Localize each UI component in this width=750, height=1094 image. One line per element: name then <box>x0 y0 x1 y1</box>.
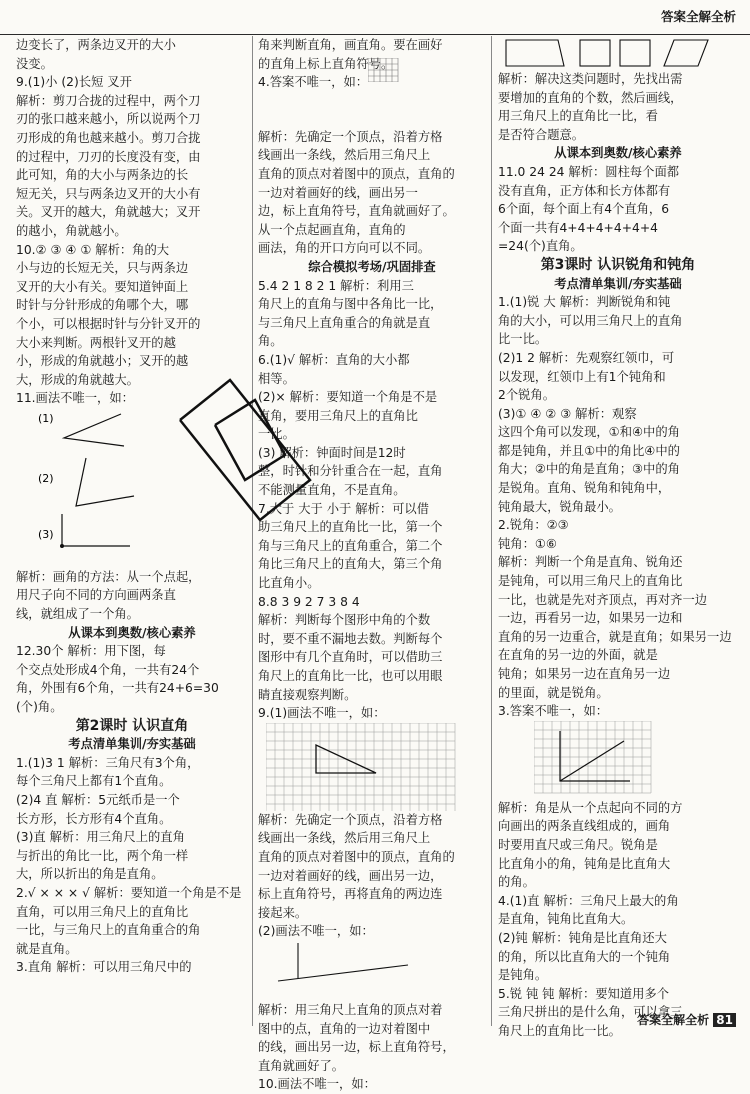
text-line: 直角的顶点对着图中的顶点，直角的 <box>258 849 455 864</box>
text-line: (2)画法不唯一，如： <box>258 924 374 939</box>
text-line: 角比三角尺上的直角大，第三个角 <box>258 557 443 572</box>
header-title: 答案全解全析 <box>660 9 736 24</box>
text-line: 三角尺拼出的是什么角，可以拿三 <box>498 1005 683 1020</box>
text-line: 从一个点起画直角，直角的 <box>258 222 406 237</box>
text-line: 刃形成的角也越来越小。剪刀合拢 <box>16 130 201 145</box>
text-line: 的线，画出另一边，标上直角符号， <box>258 1040 455 1055</box>
text-line: 一边对着画好的线，画出另一 <box>258 185 418 200</box>
text-line: 解析：判断一个角是直角、锐角还 <box>498 555 683 570</box>
text-line: (个)角。 <box>16 700 63 715</box>
text-line: 是直角，钝角比直角大。 <box>498 912 634 927</box>
text-line: 考点清单集训/夯实基础 <box>554 276 682 291</box>
text-line: 短无关，只与两条边叉开的大小有 <box>16 186 201 201</box>
text-line: 1.(1)3 1 解析：三角尺有3个角， <box>16 755 200 770</box>
text-line: 每个三角尺上都有1个直角。 <box>16 774 172 789</box>
text-line: 边变长了，两条边叉开的大小 <box>16 38 176 52</box>
text-line: 关。叉开的越大，角就越大；叉开 <box>16 205 201 220</box>
column-divider <box>491 36 492 1026</box>
text-line: 就是直角。 <box>16 941 78 956</box>
text-line: 大，所以折出的角是直角。 <box>16 867 164 882</box>
text-line: 个面一共有4+4+4+4+4+4 <box>498 220 658 235</box>
text-line: 解析：角是从一个点起向不同的方 <box>498 800 683 815</box>
text-line: 解析：先确定一个顶点，沿着方格 <box>258 129 443 144</box>
text-line: 6个面，每个面上有4个直角，6 <box>498 202 670 217</box>
text-line: 的越小，角就越小。 <box>16 223 127 238</box>
fig-label: (2) <box>38 471 54 485</box>
text-line: (2)× 解析：要知道一个角是不是 <box>258 390 438 405</box>
text-line: 一比。 <box>258 427 295 442</box>
text-line: 的角，所以比直角大的一个钝角 <box>498 949 671 964</box>
page-number: 81 <box>713 1013 736 1027</box>
text-line: 5.锐 钝 钝 解析：要知道用多个 <box>498 986 670 1001</box>
text-line: 小，形成的角就越小；叉开的越 <box>16 354 189 369</box>
text-line: 2.锐角：②③ <box>498 518 569 533</box>
text-line: 时针与分针形成的角哪个大，哪 <box>16 298 189 313</box>
text-line: 直角，要用三角尺上的直角比 <box>258 408 418 423</box>
text-line: 相等。 <box>258 371 295 386</box>
text-line: 不能测量直角，不是直角。 <box>258 483 406 498</box>
text-line: (3) 解析：钟面时间是12时 <box>258 445 406 460</box>
text-line: 第2课时 认识直角 <box>75 717 189 734</box>
text-line: 角。 <box>258 334 283 349</box>
fig-label: (3) <box>38 527 54 541</box>
text-line: 10.画法不唯一，如： <box>258 1077 376 1092</box>
text-line: 从课本到奥数/核心素养 <box>554 146 682 161</box>
text-line: 一边对着画好的线，画出另一边， <box>258 868 443 883</box>
page-footer <box>637 1011 736 1028</box>
text-line: 个交点处形成4个角，一共有24个 <box>16 662 200 677</box>
text-line: 线画出一条线，然后用三角尺上 <box>258 831 431 846</box>
text-line: 解析：剪刀合拢的过程中，两个刀 <box>16 93 201 108</box>
text-line: 角尺上的直角比一比。 <box>498 1023 621 1038</box>
column-1 <box>16 36 248 977</box>
right-angle-line-figure <box>258 941 486 1001</box>
text-line: (3)直 解析：用三角尺上的直角 <box>16 830 185 845</box>
text-line: 线，就组成了一个角。 <box>16 607 139 622</box>
text-line: 4.(1)直 解析：三角尺上最大的角 <box>498 893 679 908</box>
text-line: 2.√ × × × √ 解析：要知道一个角是不是 <box>16 885 242 900</box>
text-line: 都是钝角，并且①中的角比④中的 <box>498 443 680 458</box>
text-line: 第3课时 认识锐角和钝角 <box>540 256 696 273</box>
text-line: 钝角；如果另一边在直角另一边 <box>498 667 671 681</box>
text-line: 睛直接观察判断。 <box>258 687 357 702</box>
text-line: 是钝角。 <box>498 968 548 983</box>
shapes-figure <box>498 36 738 70</box>
text-line: 从课本到奥数/核心素养 <box>68 625 196 640</box>
text-line: 线画出一条线，然后用三角尺上 <box>258 148 431 163</box>
text-line: 7.大于 大于 小于 解析：可以借 <box>258 501 430 516</box>
text-line: 9.(1)小 (2)长短 叉开 <box>16 75 132 90</box>
text-line: 刃的张口越来越小，所以说两个刀 <box>16 112 201 127</box>
text-line: 角尺上的直角与图中各角比一比， <box>258 297 443 312</box>
text-line: 是钝角，可以用三角尺上的直角比 <box>498 574 683 589</box>
text-line: 比一比。 <box>498 332 548 347</box>
text-line: (2)钝 解析：钝角是比直角还大 <box>498 930 667 945</box>
text-line: 钝角最大，锐角最小。 <box>498 499 621 514</box>
text-line: 用尺子向不同的方向画两条直 <box>16 588 176 603</box>
text-line: 以发现，红领巾上有1个钝角和 <box>498 369 666 384</box>
text-line: 大，形成的角就越大。 <box>16 372 139 387</box>
text-line: 此可知，角的大小与两条边的长 <box>16 168 189 183</box>
column-2 <box>258 36 486 1094</box>
text-line: 解析：解决这类问题时，先找出需 <box>498 72 683 86</box>
text-line: 没有直角，正方体和长方体都有 <box>498 183 671 198</box>
text-line: 助三角尺上的直角比一比，第一个 <box>258 520 443 535</box>
text-line: 解析：画角的方法：从一个点起， <box>16 569 201 584</box>
text-line: 一比，也就是先对齐顶点，再对齐一边 <box>498 592 708 607</box>
text-line: (3)① ④ ② ③ 解析：观察 <box>498 406 637 421</box>
text-line: =24(个)直角。 <box>498 239 583 254</box>
angle-drawings-figure <box>16 408 248 568</box>
text-line: 6.(1)√ 解析：直角的大小都 <box>258 352 410 367</box>
text-line: 在直角的另一边的外面，就是 <box>498 648 658 663</box>
text-line: 11.画法不唯一，如： <box>16 391 134 406</box>
acute-obtuse-grid-figure <box>534 721 750 799</box>
text-line: (2)4 直 解析：5元纸币是一个 <box>16 793 180 807</box>
text-line: 时要用直尺或三角尺。锐角是 <box>498 837 658 852</box>
text-line: 12.30个 解析：用下图，每 <box>16 644 166 659</box>
text-line: 1.(1)锐 大 解析：判断锐角和钝 <box>498 295 671 310</box>
text-line: 时，要不重不漏地去数。判断每个 <box>258 631 443 646</box>
text-line: 与折出的角比一比，两个角一样 <box>16 848 189 863</box>
text-line: 直角就画好了。 <box>258 1058 345 1073</box>
text-line: 钝角：①⑥ <box>498 536 557 551</box>
text-line: 整，时针和分针重合在一起，直角 <box>258 464 443 479</box>
text-line: 长方形，长方形有4个直角。 <box>16 811 172 826</box>
text-line: 角大；②中的角是直角；③中的角 <box>498 462 680 477</box>
text-line: 的过程中，刀刃的长度没有变，由 <box>16 149 201 164</box>
text-line: 接起来。 <box>258 905 308 920</box>
text-line: 11.0 24 24 解析：圆柱每个面都 <box>498 164 680 179</box>
text-line: 大小来判断。两根针叉开的越 <box>16 335 176 350</box>
text-line: 的直角上标上直角符号。 <box>258 56 394 71</box>
text-line: 用三角尺上的直角比一比，看 <box>498 109 658 124</box>
text-line: 个小，可以根据时针与分针叉开的 <box>16 316 201 331</box>
text-line: 直角的顶点对着图中的顶点，直角的 <box>258 166 455 181</box>
text-line: 与三角尺上直角重合的角就是直 <box>258 315 431 330</box>
text-line: 比直角小的角，钝角是比直角大 <box>498 856 671 871</box>
column-3 <box>498 36 738 1041</box>
text-line: 解析：判断每个图形中角的个数 <box>258 613 431 628</box>
text-line: 的里面，就是锐角。 <box>498 685 609 700</box>
text-line: 画法，角的开口方向可以不同。 <box>258 241 431 256</box>
footer-label: 答案全解全析 <box>637 1013 710 1027</box>
text-line: 考点清单集训/夯实基础 <box>68 737 196 752</box>
column-divider <box>252 36 253 1026</box>
text-line: 9.(1)画法不唯一，如： <box>258 706 386 721</box>
text-line: 2个锐角。 <box>498 388 556 403</box>
text-line: 一边，再看另一边，如果另一边和 <box>498 611 683 626</box>
text-line: 图形中有几个直角时，可以借助三 <box>258 650 443 665</box>
page-header <box>0 0 750 35</box>
text-line: 角与三角尺上的直角重合，第二个 <box>258 538 443 553</box>
text-line: 是锐角。直角、锐角和钝角中， <box>498 481 671 496</box>
text-line: 图中的点，直角的一边对着图中 <box>258 1021 431 1036</box>
text-line: 小与边的长短无关，只与两条边 <box>16 261 189 276</box>
text-line: 直角的另一边重合，就是直角；如果另一边 <box>498 629 732 644</box>
text-line: 边，标上直角符号，直角就画好了。 <box>258 204 455 219</box>
text-line: 是否符合题意。 <box>498 127 585 142</box>
text-line: (2)1 2 解析：先观察红领巾，可 <box>498 350 675 365</box>
text-line: 综合模拟考场/巩固排查 <box>308 259 436 274</box>
triangle-grid-figure <box>266 723 494 811</box>
text-line: 要增加的直角的个数，然后画线， <box>498 90 683 105</box>
text-line: 3.直角 解析：可以用三角尺中的 <box>16 960 192 975</box>
text-line: 叉开的大小有关。要知道钟面上 <box>16 279 189 294</box>
text-line: 角的大小，可以用三角尺上的直角 <box>498 313 683 328</box>
text-line: 角，外围有6个角，一共有24+6=30 <box>16 681 219 696</box>
text-line: 这四个角可以发现，①和④中的角 <box>498 425 680 440</box>
text-line: 4.答案不唯一，如： <box>258 75 369 90</box>
text-line: 直角，可以用三角尺上的直角比 <box>16 904 189 919</box>
text-line: 的角。 <box>498 875 535 890</box>
text-line: 解析：用三角尺上直角的顶点对着 <box>258 1002 443 1017</box>
text-line: 5.4 2 1 8 2 1 解析：利用三 <box>258 278 414 293</box>
text-line: 8.8 3 9 2 7 3 8 4 <box>258 594 360 609</box>
fig-label: (1) <box>38 411 54 425</box>
text-line: 标上直角符号，再将直角的两边连 <box>258 887 443 902</box>
text-line: 角来判断直角，画直角。要在画好 <box>258 38 443 52</box>
text-line: 角尺上的直角比一比，也可以用眼 <box>258 669 443 683</box>
text-line: 一比，与三角尺上的直角重合的角 <box>16 923 201 938</box>
text-line: 没变。 <box>16 56 53 71</box>
text-line: 解析：先确定一个顶点，沿着方格 <box>258 812 443 827</box>
text-line: 10.② ③ ④ ① 解析：角的大 <box>16 242 170 257</box>
text-line: 3.答案不唯一，如： <box>498 704 609 719</box>
text-line: 向画出的两条直线组成的，画角 <box>498 819 671 834</box>
text-line: 比直角小。 <box>258 576 320 591</box>
